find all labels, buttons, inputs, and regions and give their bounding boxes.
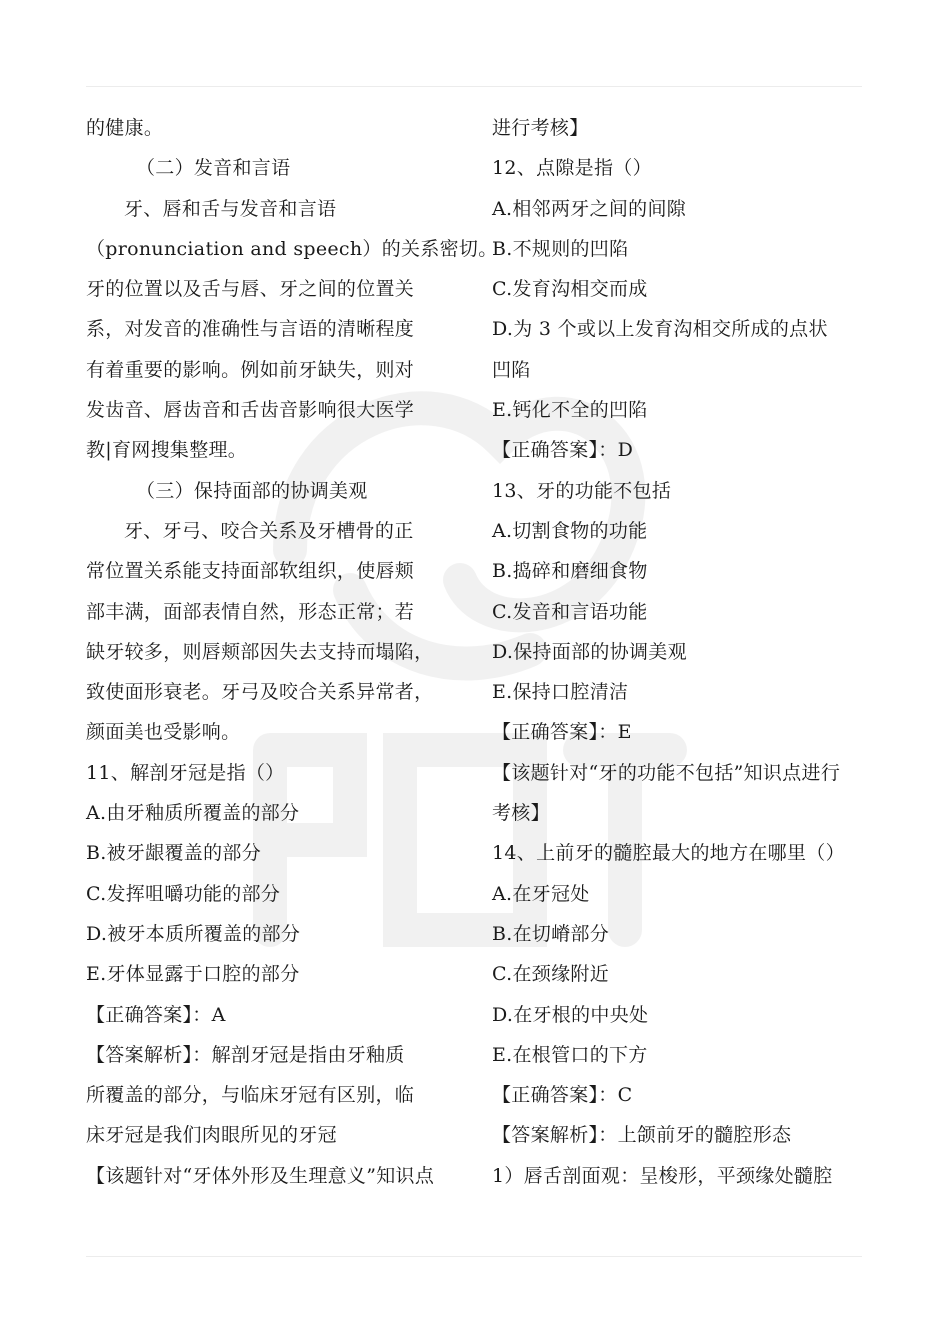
text-line: 进行考核】 [492,117,589,139]
text-line: 牙的位置以及舌与唇、牙之间的位置关 [86,278,415,301]
text-line: 考核】 [492,802,550,825]
text-line: 【正确答案】：E [492,721,632,744]
text-line: C.发音和言语功能 [492,600,648,623]
text-line: 床牙冠是我们肉眼所见的牙冠 [86,1124,337,1147]
text-line: 的健康。 [86,117,164,139]
text-line: 【正确答案】：D [492,439,634,462]
text-line: 系，对发音的准确性与言语的清晰程度 [86,318,415,341]
text-line: A.切割食物的功能 [492,519,648,542]
text-line: 【该题针对“牙的功能不包括”知识点进行 [492,761,841,784]
text-line: 12、点隙是指（） [492,157,652,180]
text-line: D.为 3 个或以上发育沟相交所成的点状 [492,318,828,341]
right-column [492,108,882,1196]
text-line: E.在根管口的下方 [492,1043,648,1066]
text-line: 【答案解析】：上颌前牙的髓腔形态 [492,1124,792,1147]
text-line: C.发挥咀嚼功能的部分 [86,882,281,905]
text-line: B.被牙龈覆盖的部分 [86,842,262,865]
text-line: 凹陷 [492,358,531,381]
text-line: B.捣碎和磨细食物 [492,560,648,583]
text-line: B.在切嵴部分 [492,922,610,945]
text-line: 牙、牙弓、咬合关系及牙槽骨的正 [124,519,414,542]
text-line: E.保持口腔清洁 [492,681,629,704]
text-line: 11、解剖牙冠是指（） [86,761,285,784]
text-line: E.钙化不全的凹陷 [492,399,648,422]
text-line: E.牙体显露于口腔的部分 [86,963,300,986]
text-line: C.发育沟相交而成 [492,278,648,301]
text-line: 所覆盖的部分，与临床牙冠有区别，临 [86,1084,415,1107]
text-line: 13、牙的功能不包括 [492,479,672,502]
text-line: （pronunciation and speech）的关系密切。 [86,237,498,260]
text-line: 【正确答案】：C [492,1084,633,1107]
text-line: 缺牙较多，则唇颊部因失去支持而塌陷， [86,640,434,663]
text-line: 致使面形衰老。牙弓及咬合关系异常者， [86,681,434,704]
text-line: D.在牙根的中央处 [492,1003,649,1026]
text-line: 教|育网搜集整理。 [86,439,248,462]
text-line: 部丰满，面部表情自然，形态正常；若 [86,600,415,623]
text-line: 【该题针对“牙体外形及生理意义”知识点 [86,1164,435,1187]
text-line: A.在牙冠处 [492,882,590,905]
text-line: 1）唇舌剖面观：呈梭形，平颈缘处髓腔 [492,1164,833,1187]
text-line: A.相邻两牙之间的间隙 [492,197,687,220]
text-line: 常位置关系能支持面部软组织，使唇颊 [86,560,415,583]
text-line: （三）保持面部的协调美观 [136,479,368,502]
footer-rule [86,1256,862,1257]
text-line: A.由牙釉质所覆盖的部分 [86,802,300,825]
text-line: D.保持面部的协调美观 [492,640,687,663]
text-line: 有着重要的影响。例如前牙缺失，则对 [86,358,415,381]
left-column [86,108,498,1196]
text-line: 【答案解析】：解剖牙冠是指由牙釉质 [86,1043,405,1066]
text-line: D.被牙本质所覆盖的部分 [86,922,301,945]
text-line: 14、上前牙的髓腔最大的地方在哪里（） [492,842,845,865]
text-line: 牙、唇和舌与发音和言语 [124,197,337,220]
text-line: 发齿音、唇齿音和舌齿音影响很大医学 [86,399,415,422]
text-line: B.不规则的凹陷 [492,237,629,260]
text-line: 【正确答案】：A [86,1003,226,1026]
text-line: （二）发音和言语 [136,157,291,180]
text-line: 颜面美也受影响。 [86,721,241,744]
text-line: C.在颈缘附近 [492,963,610,986]
header-rule [86,86,862,87]
